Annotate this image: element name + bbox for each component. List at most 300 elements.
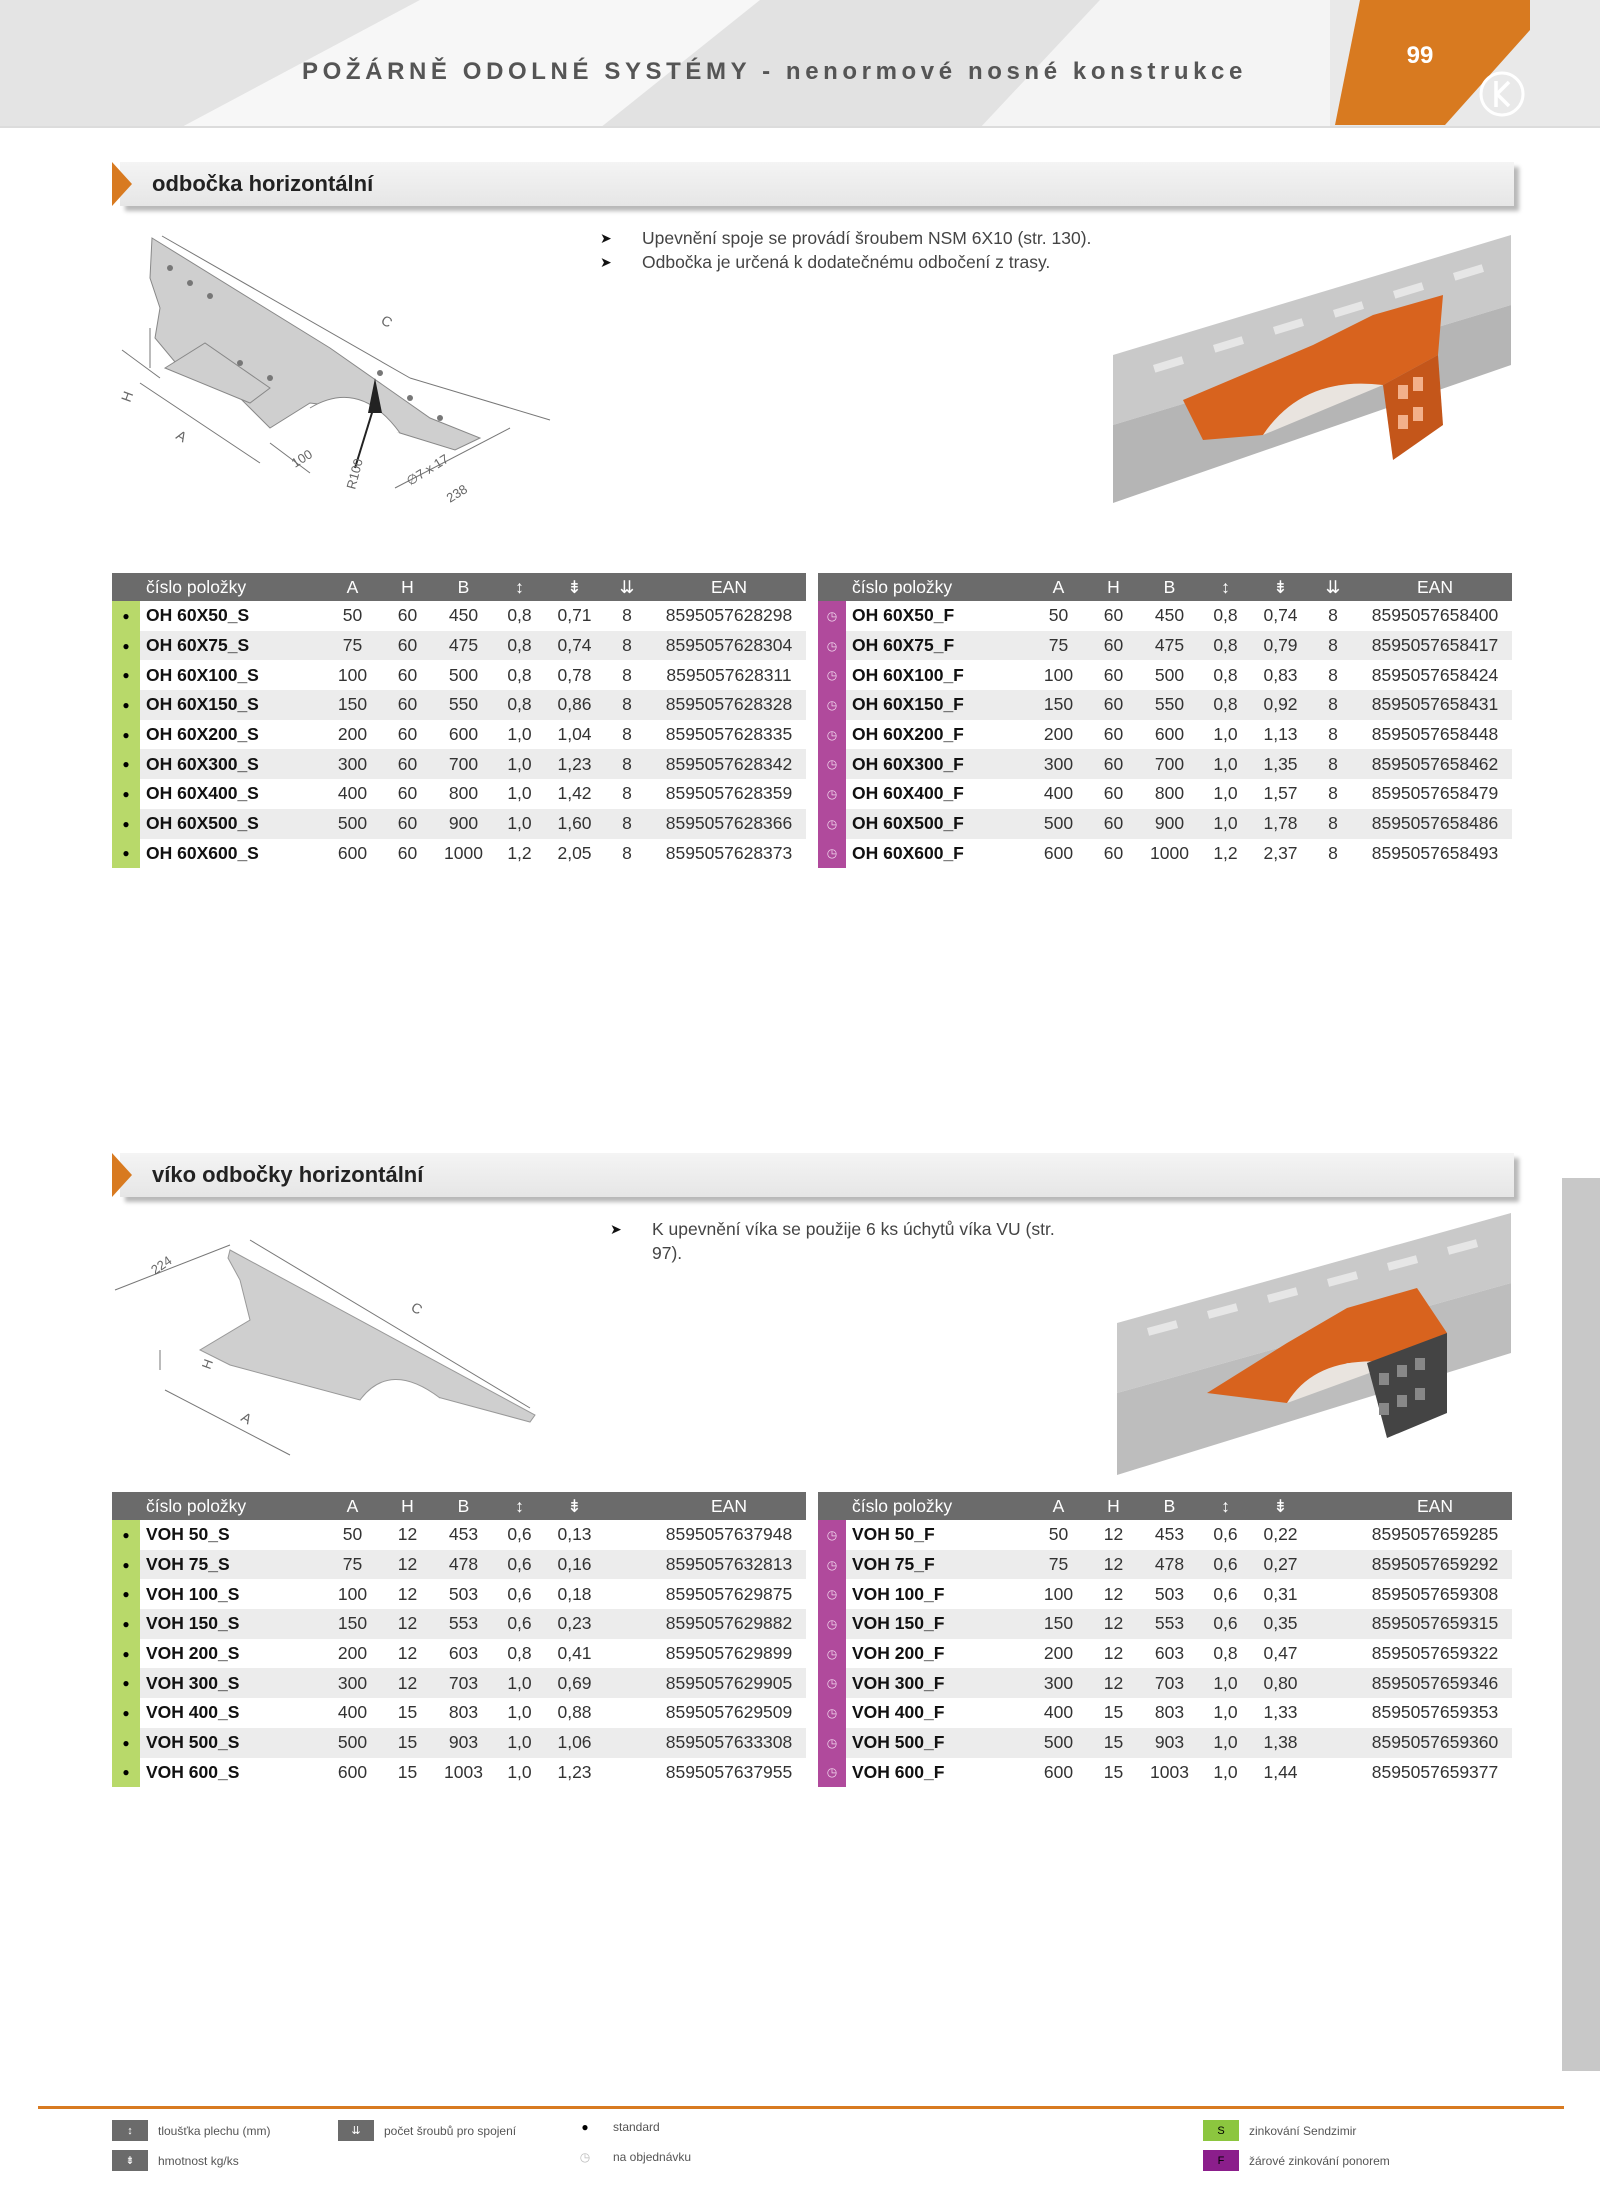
table-cell: 300 [1031, 1668, 1086, 1698]
table-cell: 8595057628298 [665, 605, 793, 626]
table-cell: 0,27 [1253, 1550, 1308, 1580]
table-cell: 503 [448, 1583, 479, 1604]
col-item-number: číslo položky [846, 573, 1031, 601]
table-cell: 0,35 [1253, 1609, 1308, 1639]
col-weight-icon: ⇟ [547, 1492, 602, 1520]
table-cell: 12 [397, 1643, 418, 1664]
f-badge: F [1203, 2150, 1239, 2171]
table-cell: 2,05 [557, 842, 592, 863]
col-ean: EAN [1358, 1492, 1512, 1520]
table-cell: 900 [1141, 809, 1198, 839]
item-code: OH 60X100_F [852, 664, 964, 685]
table-cell: 400 [337, 783, 368, 804]
empty-cell [602, 1579, 652, 1609]
table-cell: 8 [1328, 783, 1338, 804]
standard-dot-icon: ● [581, 2120, 589, 2134]
table-cell: 15 [1103, 1761, 1124, 1782]
table-cell: 0,6 [492, 1609, 547, 1639]
table-cell: 478 [435, 1550, 492, 1580]
table-cell: 60 [380, 690, 435, 720]
table-cell: 60 [397, 724, 418, 745]
table-cell: 12 [1086, 1550, 1141, 1580]
table-cell: 8595057658462 [1358, 749, 1512, 779]
col-h: H [1086, 573, 1141, 601]
table-cell: 200 [337, 1643, 368, 1664]
legend-weight: ⇟ hmotnost kg/ks [112, 2150, 239, 2171]
table-cell: 8595057659285 [1371, 1524, 1499, 1545]
table-cell: 200 [1043, 724, 1074, 745]
branch-table-hot-dip [818, 573, 1512, 868]
table-row [112, 809, 806, 839]
item-code: OH 60X200_S [146, 724, 259, 745]
item-code: VOH 100_F [852, 1583, 945, 1604]
table-cell: 300 [325, 749, 380, 779]
table-cell: 8595057628335 [665, 724, 793, 745]
item-code: OH 60X75_S [140, 631, 325, 661]
bullet-arrow-icon: ➤ [600, 230, 612, 246]
table-cell: 603 [448, 1643, 479, 1664]
table-cell: 500 [448, 664, 479, 685]
weight-icon: ⇟ [112, 2150, 148, 2171]
empty-cell [1308, 1579, 1358, 1609]
col-h: H [380, 573, 435, 601]
table-cell: 1,38 [1253, 1728, 1308, 1758]
standard-dot-icon: ● [112, 839, 140, 869]
table-cell: 1,0 [1213, 724, 1238, 745]
table-cell: 0,74 [1263, 605, 1298, 626]
table-cell: 1,0 [507, 724, 532, 745]
svg-text:A: A [173, 426, 190, 446]
item-code: VOH 75_S [140, 1550, 325, 1580]
item-code: OH 60X600_S [146, 842, 259, 863]
col-ean: EAN [1358, 573, 1512, 601]
col-ean: EAN [652, 1492, 806, 1520]
item-code: OH 60X300_F [846, 749, 1031, 779]
table-cell: 8595057659308 [1371, 1583, 1499, 1604]
table-cell: 8595057658431 [1358, 690, 1512, 720]
table-cell: 0,78 [557, 664, 592, 685]
table-cell: 0,86 [547, 690, 602, 720]
col-a: A [325, 1492, 380, 1520]
table-cell: 300 [325, 1668, 380, 1698]
table-cell: 15 [397, 1761, 418, 1782]
table-cell: 500 [1031, 809, 1086, 839]
table-cell: 0,83 [1263, 664, 1298, 685]
empty-cell [1308, 1698, 1358, 1728]
table-cell: 8595057628373 [665, 842, 793, 863]
table-cell: 1,57 [1263, 783, 1298, 804]
table-row [112, 1698, 806, 1728]
table-cell: 8 [1328, 842, 1338, 863]
table-cell: 475 [1141, 631, 1198, 661]
table-cell: 150 [325, 690, 380, 720]
table-cell: 15 [1103, 1702, 1124, 1723]
legend-sendzimir: S zinkování Sendzimir [1203, 2120, 1356, 2141]
table-row [112, 601, 806, 631]
table-cell: 1,33 [1263, 1702, 1298, 1723]
table-cell: 0,80 [1253, 1668, 1308, 1698]
table-cell: 300 [1031, 749, 1086, 779]
empty-cell [1308, 1758, 1358, 1788]
table-cell: 8 [1308, 749, 1358, 779]
table-cell: 0,79 [1253, 631, 1308, 661]
table-cell: 0,8 [1213, 605, 1238, 626]
brand-logo-icon [1478, 70, 1526, 118]
table-cell: 8 [602, 690, 652, 720]
table-cell: 903 [1141, 1728, 1198, 1758]
table-row [818, 1520, 1512, 1550]
col-b: B [435, 573, 492, 601]
table-row [818, 690, 1512, 720]
table-cell: 100 [337, 1583, 368, 1604]
svg-text:H: H [117, 389, 137, 405]
table-cell: 8 [602, 809, 652, 839]
table-cell: 60 [1103, 842, 1124, 863]
empty-cell [1308, 1609, 1358, 1639]
table-cell: 450 [448, 605, 479, 626]
table-cell: 1,0 [492, 1728, 547, 1758]
table-cell: 1,0 [507, 1702, 532, 1723]
col-weight-icon: ⇟ [1253, 573, 1308, 601]
table-cell: 400 [337, 1702, 368, 1723]
table-cell: 50 [1048, 605, 1069, 626]
clock-icon: ◷ [818, 601, 846, 631]
s-badge: S [1203, 2120, 1239, 2141]
table-cell: 12 [397, 1524, 418, 1545]
table-cell: 1003 [444, 1761, 483, 1782]
table-cell: 800 [448, 783, 479, 804]
table-cell: 8595057659360 [1358, 1728, 1512, 1758]
branch-technical-drawing [110, 228, 570, 548]
table-cell: 1,0 [492, 809, 547, 839]
table-cell: 8595057628366 [652, 809, 806, 839]
branch-table-sendzimir [112, 573, 806, 868]
standard-dot-icon: ● [112, 779, 140, 809]
col-item-number: číslo položky [846, 1492, 1031, 1520]
table-cell: 500 [325, 809, 380, 839]
svg-text:C: C [378, 311, 396, 331]
standard-dot-icon: ● [112, 601, 140, 631]
standard-dot-icon: ● [112, 809, 140, 839]
col-a: A [325, 573, 380, 601]
svg-text:R100: R100 [343, 456, 366, 491]
section1-notes: ➤ Upevnění spoje se provádí šroubem NSM 6X10 (str. 130). ➤ Odbočka je určená k dodatečnému odbočení z trasy. [600, 228, 1092, 272]
table-row [112, 1609, 806, 1639]
cover-table-hot-dip [818, 1492, 1512, 1787]
item-code: VOH 300_S [140, 1668, 325, 1698]
col-b: B [435, 1492, 492, 1520]
clock-icon: ◷ [818, 1550, 846, 1580]
table-row [112, 1520, 806, 1550]
table-cell: 8595057637948 [665, 1524, 793, 1545]
clock-icon: ◷ [818, 1639, 846, 1669]
table-row [112, 1668, 806, 1698]
table-cell: 1,0 [1198, 1728, 1253, 1758]
table-cell: 1,0 [507, 783, 532, 804]
standard-dot-icon: ● [112, 1698, 140, 1728]
table-cell: 600 [1043, 1761, 1074, 1782]
table-row [818, 1609, 1512, 1639]
table-row [818, 601, 1512, 631]
table-cell: 1,0 [1213, 1761, 1238, 1782]
table-cell: 553 [1141, 1609, 1198, 1639]
col-b: B [1141, 573, 1198, 601]
table-row [818, 660, 1512, 690]
table-cell: 8 [1328, 724, 1338, 745]
table-cell: 12 [380, 1609, 435, 1639]
col-item-number: číslo položky [140, 1492, 325, 1520]
item-code: VOH 400_F [852, 1702, 945, 1723]
table-cell: 400 [1043, 783, 1074, 804]
svg-text:∅7 x 17: ∅7 x 17 [403, 451, 452, 489]
empty-cell [1308, 1668, 1358, 1698]
table-cell: 600 [337, 1761, 368, 1782]
table-cell: 903 [435, 1728, 492, 1758]
svg-text:238: 238 [443, 481, 470, 506]
table-cell: 0,23 [547, 1609, 602, 1639]
table-cell: 15 [397, 1702, 418, 1723]
empty-cell [602, 1668, 652, 1698]
item-code: VOH 600_S [146, 1761, 240, 1782]
table-cell: 703 [1141, 1668, 1198, 1698]
table-row [818, 1698, 1512, 1728]
table-cell: 0,8 [1198, 631, 1253, 661]
table-cell: 60 [397, 664, 418, 685]
table-cell: 1,0 [507, 1761, 532, 1782]
item-code: VOH 75_F [846, 1550, 1031, 1580]
table-cell: 0,16 [547, 1550, 602, 1580]
table-cell: 500 [1031, 1728, 1086, 1758]
table-cell: 803 [448, 1702, 479, 1723]
table-cell: 0,22 [1263, 1524, 1298, 1545]
table-cell: 600 [448, 724, 479, 745]
col-a: A [1031, 1492, 1086, 1520]
table-cell: 1000 [1150, 842, 1189, 863]
header-title: POŽÁRNĚ ODOLNÉ SYSTÉMY - nenormové nosné konstrukce [302, 58, 1247, 85]
col-thickness-icon: ↕ [492, 573, 547, 601]
col-ean: EAN [652, 573, 806, 601]
table-cell: 1,0 [1198, 809, 1253, 839]
table-cell: 0,8 [507, 605, 532, 626]
table-row [818, 1668, 1512, 1698]
table-cell: 400 [1043, 1702, 1074, 1723]
empty-cell [1308, 1728, 1358, 1758]
table-cell: 700 [1141, 749, 1198, 779]
table-cell: 75 [1031, 1550, 1086, 1580]
clock-icon: ◷ [818, 839, 846, 869]
table-cell: 75 [325, 1550, 380, 1580]
item-code: VOH 300_F [846, 1668, 1031, 1698]
col-h: H [1086, 1492, 1141, 1520]
table-cell: 1,23 [557, 1761, 592, 1782]
table-cell: 0,6 [1213, 1524, 1238, 1545]
svg-text:100: 100 [288, 446, 315, 471]
table-cell: 15 [1086, 1728, 1141, 1758]
table-cell: 8595057637955 [665, 1761, 793, 1782]
empty-cell [1308, 1520, 1358, 1550]
screws-icon: ⇊ [338, 2120, 374, 2141]
table-cell: 1,0 [1213, 783, 1238, 804]
table-cell: 603 [1154, 1643, 1185, 1664]
table-row [112, 631, 806, 661]
empty-cell [602, 1609, 652, 1639]
table-cell: 500 [1154, 664, 1185, 685]
cover-technical-drawing [110, 1230, 570, 1470]
table-cell: 475 [435, 631, 492, 661]
table-cell: 8595057658486 [1358, 809, 1512, 839]
table-cell: 12 [397, 1583, 418, 1604]
col-thickness-icon: ↕ [1198, 573, 1253, 601]
table-cell: 8595057628304 [652, 631, 806, 661]
item-code: OH 60X200_F [852, 724, 964, 745]
empty-cell [602, 1639, 652, 1669]
table-cell: 0,6 [1198, 1550, 1253, 1580]
standard-dot-icon: ● [112, 1550, 140, 1580]
col-b: B [1141, 1492, 1198, 1520]
table-cell: 1,78 [1253, 809, 1308, 839]
table-row [112, 749, 806, 779]
item-code: VOH 600_F [852, 1761, 945, 1782]
empty-cell [602, 1698, 652, 1728]
table-cell: 0,8 [1213, 1643, 1238, 1664]
table-cell: 900 [435, 809, 492, 839]
table-cell: 8 [1328, 605, 1338, 626]
standard-dot-icon: ● [112, 749, 140, 779]
table-cell: 1,0 [492, 749, 547, 779]
empty-cell [1308, 1550, 1358, 1580]
standard-dot-icon: ● [112, 1668, 140, 1698]
table-cell: 8595057658493 [1371, 842, 1499, 863]
table-row [112, 1639, 806, 1669]
bullet-arrow-icon: ➤ [610, 1221, 622, 1237]
table-row [112, 1758, 806, 1788]
table-cell: 0,8 [1198, 690, 1253, 720]
table-cell: 60 [1086, 690, 1141, 720]
standard-dot-icon: ● [112, 1579, 140, 1609]
table-cell: 1,44 [1263, 1761, 1298, 1782]
table-cell: 12 [1086, 1668, 1141, 1698]
table-cell: 12 [1103, 1643, 1124, 1664]
table-cell: 12 [1103, 1583, 1124, 1604]
svg-text:224: 224 [148, 1252, 175, 1278]
table-cell: 8595057629905 [652, 1668, 806, 1698]
table-cell: 150 [1031, 690, 1086, 720]
table-row [818, 1579, 1512, 1609]
table-cell: 800 [1154, 783, 1185, 804]
item-code: VOH 150_S [140, 1609, 325, 1639]
legend-on-order: ◷ na objednávku [567, 2150, 691, 2164]
table-cell: 2,37 [1263, 842, 1298, 863]
table-cell: 60 [397, 842, 418, 863]
table-cell: 60 [397, 783, 418, 804]
table-cell: 8595057659346 [1358, 1668, 1512, 1698]
footer-divider [38, 2106, 1564, 2109]
col-empty [1308, 1492, 1358, 1520]
item-code: VOH 500_F [846, 1728, 1031, 1758]
legend-standard: ● standard [567, 2120, 660, 2134]
table-cell: 8595057658479 [1371, 783, 1499, 804]
item-code: OH 60X400_F [852, 783, 964, 804]
table-cell: 75 [1031, 631, 1086, 661]
table-cell: 0,8 [492, 690, 547, 720]
item-code: VOH 200_F [852, 1643, 945, 1664]
clock-icon: ◷ [818, 779, 846, 809]
table-cell: 12 [1103, 1524, 1124, 1545]
table-cell: 0,41 [557, 1643, 592, 1664]
table-cell: 8 [622, 783, 632, 804]
table-cell: 8595057629899 [665, 1643, 793, 1664]
table-cell: 200 [1043, 1643, 1074, 1664]
table-cell: 0,6 [507, 1524, 532, 1545]
table-cell: 8595057659377 [1371, 1761, 1499, 1782]
table-cell: 1,23 [547, 749, 602, 779]
standard-dot-icon: ● [112, 1639, 140, 1669]
cover-product-photo [1117, 1213, 1511, 1475]
table-cell: 60 [380, 749, 435, 779]
standard-dot-icon: ● [112, 1520, 140, 1550]
standard-dot-icon: ● [112, 1609, 140, 1639]
table-cell: 8595057628311 [666, 664, 792, 685]
table-cell: 703 [435, 1668, 492, 1698]
table-cell: 8595057628359 [665, 783, 793, 804]
clock-icon: ◷ [818, 1668, 846, 1698]
empty-cell [602, 1728, 652, 1758]
table-cell: 8 [1308, 809, 1358, 839]
table-cell: 8595057632813 [652, 1550, 806, 1580]
table-cell: 50 [342, 605, 363, 626]
col-weight-icon: ⇟ [547, 573, 602, 601]
clock-icon: ◷ [818, 1579, 846, 1609]
table-cell: 60 [1103, 605, 1124, 626]
table-cell: 60 [397, 605, 418, 626]
table-cell: 600 [1154, 724, 1185, 745]
standard-dot-icon: ● [112, 660, 140, 690]
svg-text:C: C [408, 1298, 426, 1318]
table-cell: 1,60 [547, 809, 602, 839]
table-cell: 1000 [444, 842, 483, 863]
col-a: A [1031, 573, 1086, 601]
item-code: OH 60X400_S [146, 783, 259, 804]
clock-icon: ◷ [818, 1520, 846, 1550]
table-cell: 0,71 [557, 605, 592, 626]
bullet-arrow-icon: ➤ [600, 254, 612, 270]
empty-cell [602, 1550, 652, 1580]
empty-cell [602, 1758, 652, 1788]
table-cell: 60 [1103, 664, 1124, 685]
table-cell: 0,8 [507, 1643, 532, 1664]
table-cell: 1,0 [1213, 1702, 1238, 1723]
standard-dot-icon: ● [112, 690, 140, 720]
table-cell: 60 [1086, 809, 1141, 839]
item-code: OH 60X150_F [846, 690, 1031, 720]
table-cell: 0,8 [1213, 664, 1238, 685]
legend-screws: ⇊ počet šroubů pro spojení [338, 2120, 516, 2141]
col-thickness-icon: ↕ [1198, 1492, 1253, 1520]
table-cell: 1,0 [492, 1668, 547, 1698]
table-cell: 60 [1103, 783, 1124, 804]
table-cell: 0,31 [1263, 1583, 1298, 1604]
item-code: VOH 400_S [146, 1702, 240, 1723]
table-cell: 1003 [1150, 1761, 1189, 1782]
table-cell: 453 [1154, 1524, 1185, 1545]
table-cell: 8 [602, 631, 652, 661]
item-code: OH 60X50_F [852, 605, 955, 626]
table-cell: 450 [1154, 605, 1185, 626]
table-cell: 8595057629875 [665, 1583, 793, 1604]
svg-text:H: H [198, 1357, 217, 1372]
item-code: VOH 500_S [140, 1728, 325, 1758]
item-code: OH 60X500_S [140, 809, 325, 839]
